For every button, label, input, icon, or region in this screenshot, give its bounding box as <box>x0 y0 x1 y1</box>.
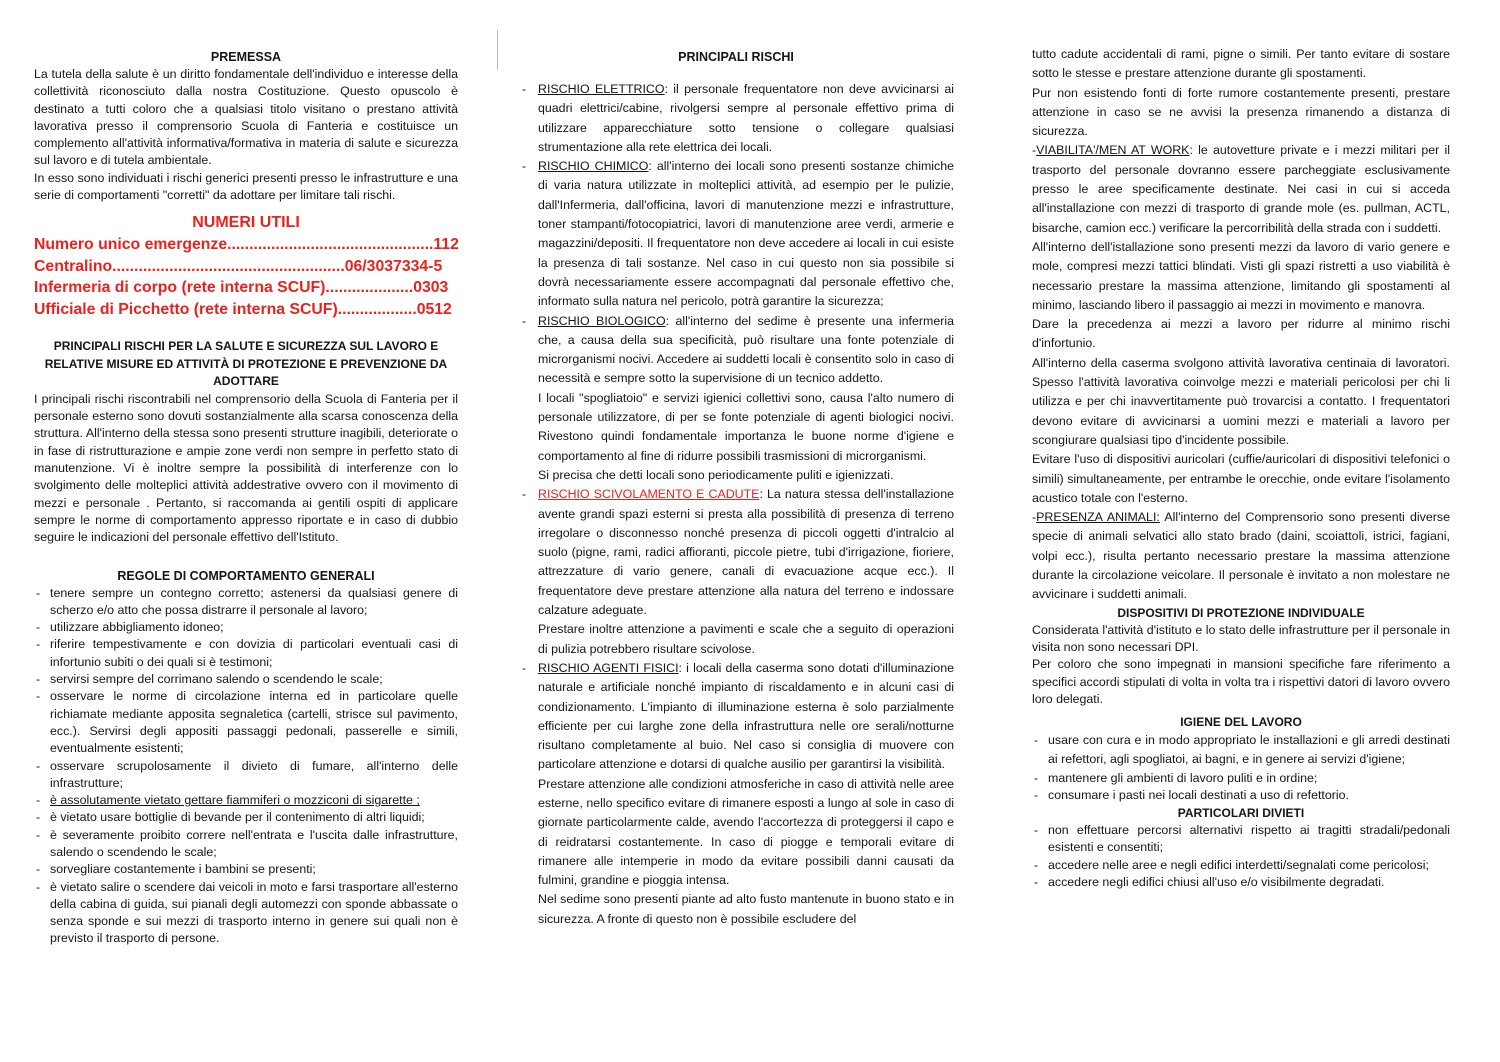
animali-paragraph: -PRESENZA ANIMALI: All'interno del Comprensorio sono presenti diverse specie di animali selvatici allo stato brado (daini, scoiattoli, istrici, fagiani, volpi ecc.), risulta pertanto necessario prestare la massima attenzione durante la circolazione veicolare. Il personale è invitato a non molestare ne avvicinare i suddetti animali. <box>1032 510 1450 602</box>
col3-paragraph-6: Evitare l'uso di dispositivi auricolari (cuffie/auricolari di dispositivi telefonici o simili) simultaneamente, per entrambe le orecchie, onde evitare l'isolamento acustico totale con l'esterno. <box>1032 452 1450 505</box>
rischi-list-3 <box>518 659 954 775</box>
rischio-biologico-label: RISCHIO BIOLOGICO <box>538 313 666 328</box>
igiene-list <box>1032 731 1450 805</box>
rischio-fisici-label: RISCHIO AGENTI FISICI <box>538 660 679 675</box>
col3-paragraph-3: All'interno dell'istallazione sono presenti mezzi da lavoro di vario genere e mole, compresi mezzi tattici blindati. Visti gli spazi ristretti a uso viabilità è necessario prestare la massima attenzione, limitando gli spostamenti al minimo, lasciando libero il passaggio ai mezzi in movimento e manovra. <box>1032 239 1450 312</box>
regole-list <box>34 585 458 948</box>
list-item: - consumare i pasti nei locali destinati a uso di refettorio. <box>1032 787 1450 805</box>
list-item: - osservare scrupolosamente il divieto di fumare, all'interno delle infrastrutture; <box>34 758 458 793</box>
igiene-title: IGIENE DEL LAVORO <box>1180 715 1302 730</box>
rischi-list <box>518 80 954 389</box>
list-item: - accedere negli edifici chiusi all'uso e/o visibilmente degradati. <box>1032 874 1450 892</box>
list-item: - riferire tempestivamente e con dovizia di particolari eventuali casi di infortunio subiti o dei quali si è testimoni; <box>34 636 458 671</box>
list-item: - è vietato salire o scendere dai veicoli in moto e farsi trasportare all'esterno della cabina di guida, sui pianali degli automezzi con sponde abbassate o senza sponde e sui mezzi di trasporto interno in genere sui quali non è previsto il trasporto di persone. <box>34 879 458 948</box>
rischio-chimico <box>518 157 954 311</box>
biologico-paragraph-3: Si precisa che detti locali sono periodicamente puliti e igienizzati. <box>538 467 894 482</box>
animali-text: All'interno del Comprensorio sono presenti diverse specie di animali selvatici allo stato brado (daini, scoiattoli, istrici, fagiani, volpi ecc.), risulta pertanto necessario prestare la massima attenzione durante la circolazione veicolare. Il personale è invitato a non molestare ne avvicinare i suddetti animali. <box>1032 510 1450 602</box>
list-item: - è assolutamente vietato gettare fiammiferi o mozziconi di sigarette ; <box>34 792 458 809</box>
premessa-text: La tutela della salute è un diritto fondamentale dell'individuo e interesse della collettività riconosciuto dalla nostra Costituzione. Questo opuscolo è destinato a tutti coloro che a qualsiasi titolo visitano o prestano attività lavorativa presso il comprensorio Scuola di Fanteria e costituisce un complemento all'attività informativa/formativa in materia di salute e sicurezza sul lavoro e di tutela ambientale. <box>34 67 458 168</box>
rischio-elettrico-label: RISCHIO ELETTRICO <box>538 82 665 96</box>
divieti-list <box>1032 822 1450 892</box>
list-item: - usare con cura e in modo appropriato le installazioni e gli arredi destinati ai refettori, agli spogliatoi, ai bagni, e in genere ai servizi d'igiene; <box>1032 731 1450 770</box>
divieti-title: PARTICOLARI DIVIETI <box>1177 805 1305 820</box>
dpi-title: DISPOSITIVI DI PROTEZIONE INDIVIDUALE <box>1117 605 1365 620</box>
principali-rischi-title: PRINCIPALI RISCHI <box>678 50 794 64</box>
column-left <box>34 48 458 948</box>
col3-paragraph-5: All'interno della caserma svolgono attività lavorativa centinaia di lavoratori. Spesso l'attività lavorativa coinvolge mezzi e materiali pericolosi per chi li utilizza e per chi inavvertitamente può trovarcisi a contatto. I frequentatori devono evitare di avvicinarsi a uomini mezzi e materiali a lavoro per scongiurare qualsiasi tipo d'incidente possibile. <box>1032 355 1450 447</box>
rischio-elettrico <box>518 80 954 157</box>
numero-infermeria: Infermeria di corpo (rete interna SCUF)....................0303 <box>34 279 449 297</box>
list-item: - utilizzare abbigliamento idoneo; <box>34 619 458 636</box>
rischio-scivolamento <box>518 485 954 620</box>
rischio-scivolamento-text: : La natura stessa dell'installazione avente grandi spazi esterni si presta alla possibilità di presenza di terreno irregolare o disconnesso nonché presenza di piccoli oggetti d'intralcio al suolo (pigne, rami, radici affioranti, piccole pietre, tubi d'irrigazione, fioriere, attrezzature di vario genere, canali di evacuazione acque ecc.). Il frequentatore deve prestare attenzione alla natura del terreno e indossare calzature adeguate. <box>538 487 954 618</box>
rischio-scivolamento-label: RISCHIO SCIVOLAMENTO E CADUTE <box>538 487 760 502</box>
fold-mark <box>497 30 498 70</box>
list-item: - mantenere gli ambienti di lavoro puliti e in ordine; <box>1032 770 1450 788</box>
numeri-utili-title: NUMERI UTILI <box>192 214 300 232</box>
col3-paragraph-4: Dare la precedenza ai mezzi a lavoro per ridurre al minimo rischi d'infortunio. <box>1032 317 1450 351</box>
numero-picchetto: Ufficiale di Picchetto (rete interna SCUF)..................0512 <box>34 300 452 318</box>
rischi-list-2 <box>518 485 954 620</box>
list-item: - sorvegliare costantemente i bambini se presenti; <box>34 861 458 878</box>
col3-paragraph-2: Pur non esistendo fonti di forte rumore costantemente presenti, prestare attenzione in caso se ne avvisi la presenza rimanendo a distanza di sicurezza. <box>1032 85 1450 139</box>
list-item: - non effettuare percorsi alternativi rispetto ai tragitti stradali/pedonali esistenti e consentiti; <box>1032 822 1450 857</box>
list-item: - osservare le norme di circolazione interna ed in particolare quelle richiamate mediante apposita segnaletica (cartelli, strisce sul pavimento, ecc.). Servirsi degli appositi passaggi pedonali, passerelle e simili, eventualmente esistenti; <box>34 688 458 757</box>
premessa-title: PREMESSA <box>210 50 282 64</box>
regole-title: REGOLE DI COMPORTAMENTO GENERALI <box>117 568 375 583</box>
fisici-paragraph-3: Nel sedime sono presenti piante ad alto fusto mantenute in buono stato e in sicurezza. A fronte di questo non è possibile escludere del <box>538 892 954 926</box>
rischio-biologico-text: : all'interno del sedime è presente una infermeria che, a causa della sua specificità, può risultare una fonte potenziale di microrganismi nocivi. Accedere ai suddetti locali è consentito solo in caso di necessità e sempre sotto la supervisione di un tecnico addetto. <box>538 313 954 386</box>
rischio-biologico <box>518 312 954 389</box>
rischio-elettrico-text: : il personale frequentatore non deve avvicinarsi ai quadri elettrici/cabine, rivolgersi sempre al personale effettivo prima di utilizzare apparecchiature sotto tensione o collegare qualsiasi strumentazione alla rete elettrica dei locali. <box>538 82 955 154</box>
rischi-salute-title: PRINCIPALI RISCHI PER LA SALUTE E SICUREZZA SUL LAVORO E RELATIVE MISURE ED ATTIVITÀ DI PROTEZIONE E PREVENZIONE DA ADOTTARE <box>44 339 448 389</box>
list-item: - è severamente proibito correre nell'entrata e l'uscita dalle infrastrutture, salendo o scendendo le scale; <box>34 827 458 862</box>
list-item: - servirsi sempre del corrimano salendo o scendendo le scale; <box>34 671 458 688</box>
column-middle <box>518 48 954 929</box>
col3-paragraph-1: tutto cadute accidentali di rami, pigne o simili. Per tanto evitare di sostare sotto le stesse e prestare attenzione durante gli spostamenti. <box>1032 47 1450 81</box>
numero-emergenze: Numero unico emergenze...............................................112 <box>34 236 459 254</box>
animali-label: PRESENZA ANIMALI: <box>1036 510 1160 525</box>
numero-centralino: Centralino.....................................................06/3037334-5 <box>34 257 443 275</box>
viabilita-label: VIABILITA'/MEN AT WORK <box>1036 143 1190 158</box>
rischio-chimico-label: RISCHIO CHIMICO <box>538 159 649 174</box>
viabilita-text: : le autovetture private e i mezzi militari per il trasporto del personale dovranno essere parcheggiate esclusivamente presso le aree specificamente destinate. Nei casi in cui si acceda all'installazione con mezzi di trasporto di grande mole (es. pullman, ACTL, bisarche, camion ecc.) verificare la percorribilità della strada con i suddetti. <box>1032 143 1451 235</box>
rischi-salute-text: I principali rischi riscontrabili nel comprensorio della Scuola di Fanteria per il personale esterno sono dovuti sostanzialmente alla scarsa conoscenza della struttura. All'interno della stessa sono presenti strutture inagibili, deteriorate o in fase di ristrutturazione e ampie zone verdi non sempre in perfetto stato di manutenzione. Vi è inoltre sempre la possibilità di interferenze con lo svolgimento delle molteplici attività addestrative ovvero con il movimento di mezzi e personale . Pertanto, si raccomanda ai gentili ospiti di applicare sempre le norme di comportamento appresso riportate e in caso di dubbio seguire le indicazioni del personale effettivo dell'Istituto. <box>34 391 458 545</box>
list-item: - tenere sempre un contegno corretto; astenersi da qualsiasi genere di scherzo e/o atto che possa distrarre il personale al lavoro; <box>34 585 458 620</box>
viabilita-paragraph: -VIABILITA'/MEN AT WORK: le autovetture private e i mezzi militari per il trasporto del personale dovranno essere parcheggiate esclusivamente presso le aree specificamente destinate. Nei casi in cui si acceda all'installazione con mezzi di trasporto di grande mole (es. pullman, ACTL, bisarche, camion ecc.) verificare la percorribilità della strada con i suddetti. <box>1032 143 1451 235</box>
dpi-paragraph-1: Considerata l'attività d'istituto e lo stato delle infrastrutture per il personale in visita non sono necessari DPI. <box>1032 622 1450 654</box>
list-item: - accedere nelle aree e negli edifici interdetti/segnalati come pericolosi; <box>1032 857 1450 875</box>
column-right <box>1032 45 1450 892</box>
fisici-paragraph-2: Prestare attenzione alle condizioni atmosferiche in caso di attività nelle aree esterne, nello specifico evitare di rimanere esposti a lungo al sole in caso di giornate particolarmente calde, avendo l'accortezza di proteggersi il capo e di reidratarsi costantemente. In caso di piogge e temporali evitare di rimanere alle intemperie in modo da evitare possibili danni causati da fulmini, grandine e pioggia intensa. <box>538 776 955 888</box>
rischio-fisici-text: : i locali della caserma sono dotati d'illuminazione naturale e artificiale nonché impianto di riscaldamento e in alcuni casi di condizionamento. L'impianto di illuminazione esterna è solo parzialmente efficiente per cui larghe zone della infrastruttura nelle ore serali/notturne risultano completamente al buio. Nel caso si consiglia di muovere con particolare attenzione e dotarsi di qualche ausilio per garantirsi la visibilità. <box>538 660 954 772</box>
rischio-agenti-fisici <box>518 659 954 775</box>
rischio-chimico-text: : all'interno dei locali sono presenti sostanze chimiche di varia natura utilizzate in molteplici attività, ad esempio per le pulizie, dall'Infermeria, dall'officina, lavori di manutenzione mezzi e infrastrutture, toner stampanti/fotocopiatrici, lavori di manutenzione aree verdi, armerie e magazzini/depositi. Il frequentatore non deve accedere ai locali in cui esiste la presenza di tali sostanze. Nel caso in cui questo non sia possibile si dovrà necessariamente essere accompagnati dal personale effettivo che, informato sulla natura nel pericolo, potrà garantire la sicurezza; <box>538 159 954 309</box>
premessa-text-2: In esso sono individuati i rischi generici presenti presso le infrastrutture e una serie di comportamenti "corretti" da adottare per limitare tali rischi. <box>34 170 458 203</box>
biologico-paragraph-2: I locali "spogliatoio" e servizi igienici collettivi sono, causa l'alto numero di personale utilizzatore, di per se fonte potenziale di agenti biologici nocivi. Rivestono quindi fondamentale importanza le buone norme d'igiene e comportamento al fine di ridurre possibili trasmissioni di microrganismi. <box>538 390 954 463</box>
numeri-utili-list <box>34 234 458 320</box>
scivolamento-paragraph-2: Prestare inoltre attenzione a pavimenti e scale che a seguito di operazioni di pulizia potrebbero risultare scivolose. <box>538 622 954 656</box>
list-item: - è vietato usare bottiglie di bevande per il contenimento di altri liquidi; <box>34 809 458 826</box>
dpi-paragraph-2: Per coloro che sono impegnati in mansioni specifiche fare riferimento a specifici accordi stipulati di volta in volta tra i rispettivi datori di lavoro ovvero loro delegati. <box>1032 657 1450 706</box>
